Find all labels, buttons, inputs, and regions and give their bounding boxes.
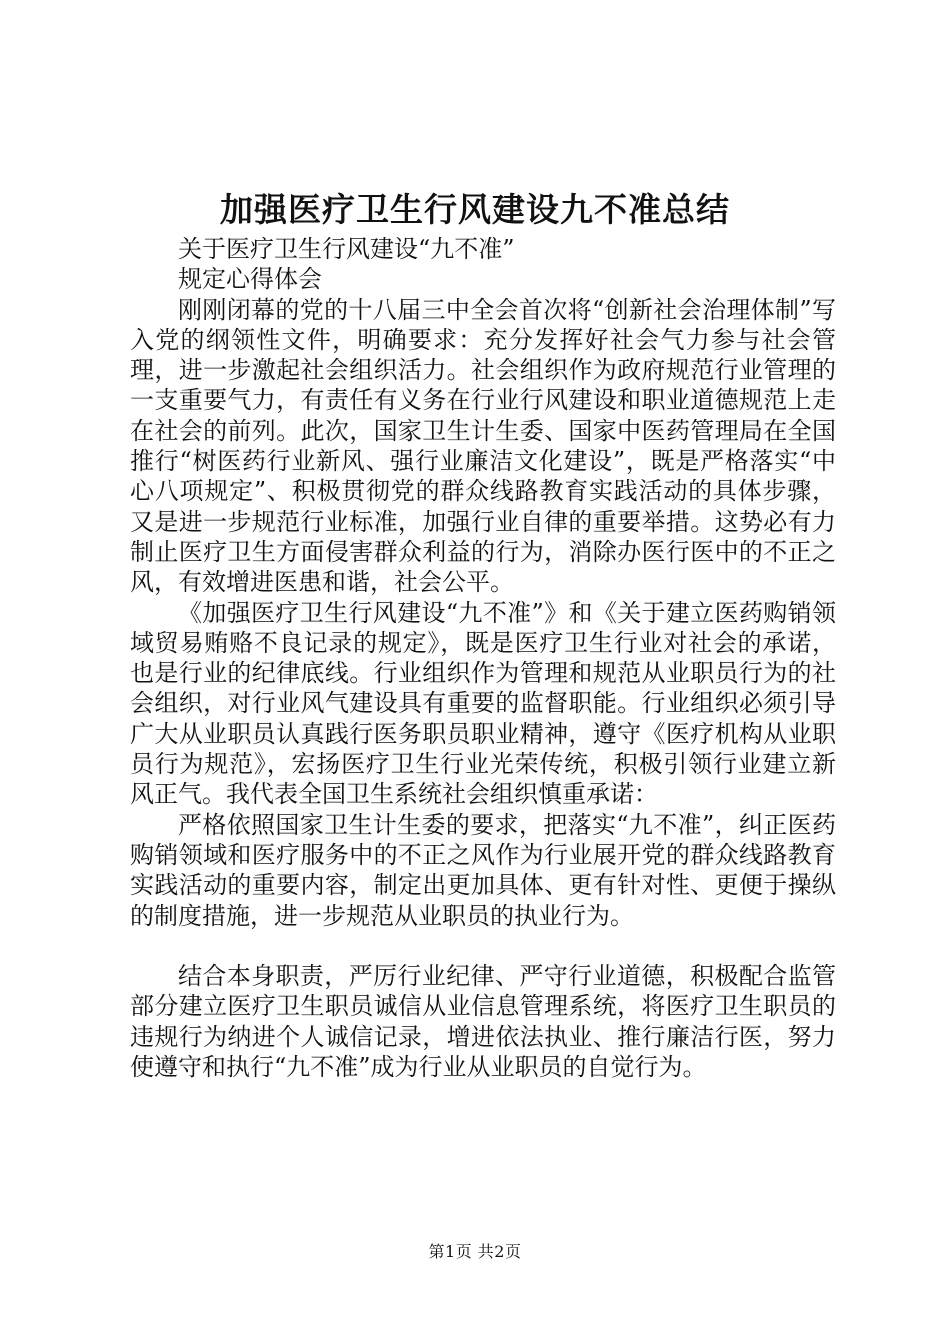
paragraph-2: 《加强医疗卫生行风建设“九不准”》和《关于建立医药购销领域贸易贿赂不良记录的规定》，既是医疗卫生行业对社会的承诺，也是行业的纪律底线。行业组织作为管理和规范从业职员行为的社会组织，对行业风气建设具有重要的监督职能。行业组织必须引导广大从业职员认真践行医务职员职业精神，遵守《医疗机构从业职员行为规范》，宏扬医疗卫生行业光荣传统，积极引领行业建立新风正气。我代表全国卫生系统社会组织慎重承诺： <box>130 598 836 809</box>
subtitle-line-2: 规定心得体会 <box>178 265 322 294</box>
document-title: 加强医疗卫生行风建设九不准总结 <box>220 190 730 229</box>
document-body <box>130 234 836 1082</box>
paragraph-4: 结合本身职责，严厉行业纪律、严守行业道德，积极配合监管部分建立医疗卫生职员诚信从业信息管理系统，将医疗卫生职员的违规行为纳进个人诚信记录，增进依法执业、推行廉洁行医，努力使遵守和执行“九不准”成为行业从业职员的自觉行为。 <box>130 962 836 1082</box>
paragraph-1: 刚刚闭幕的党的十八届三中全会首次将“创新社会治理体制”写入党的纲领性文件，明确要求：充分发挥好社会气力参与社会管理，进一步激起社会组织活力。社会组织作为政府规范行业管理的一支重要气力，有责任有义务在行业行风建设和职业道德规范上走在社会的前列。此次，国家卫生计生委、国家中医药管理局在全国推行“树医药行业新风、强行业廉洁文化建设”，既是严格落实“中心八项规定”、积极贯彻党的群众线路教育实践活动的具体步骤，又是进一步规范行业标准，加强行业自律的重要举措。这势必有力制止医疗卫生方面侵害群众利益的行为，消除办医行医中的不正之风，有效增进医患和谐，社会公平。 <box>130 295 836 597</box>
page-footer: 第1页 共2页 <box>428 1242 522 1261</box>
subtitle-line-1: 关于医疗卫生行风建设“九不准” <box>178 235 515 263</box>
paragraph-3: 严格依照国家卫生计生委的要求，把落实“九不准”，纠正医药购销领域和医疗服务中的不正之风作为行业展开党的群众线路教育实践活动的重要内容，制定出更加具体、更有针对性、更便于操纵的制度措施，进一步规范从业职员的执业行为。 <box>130 810 836 930</box>
paragraph-spacer <box>130 931 836 961</box>
